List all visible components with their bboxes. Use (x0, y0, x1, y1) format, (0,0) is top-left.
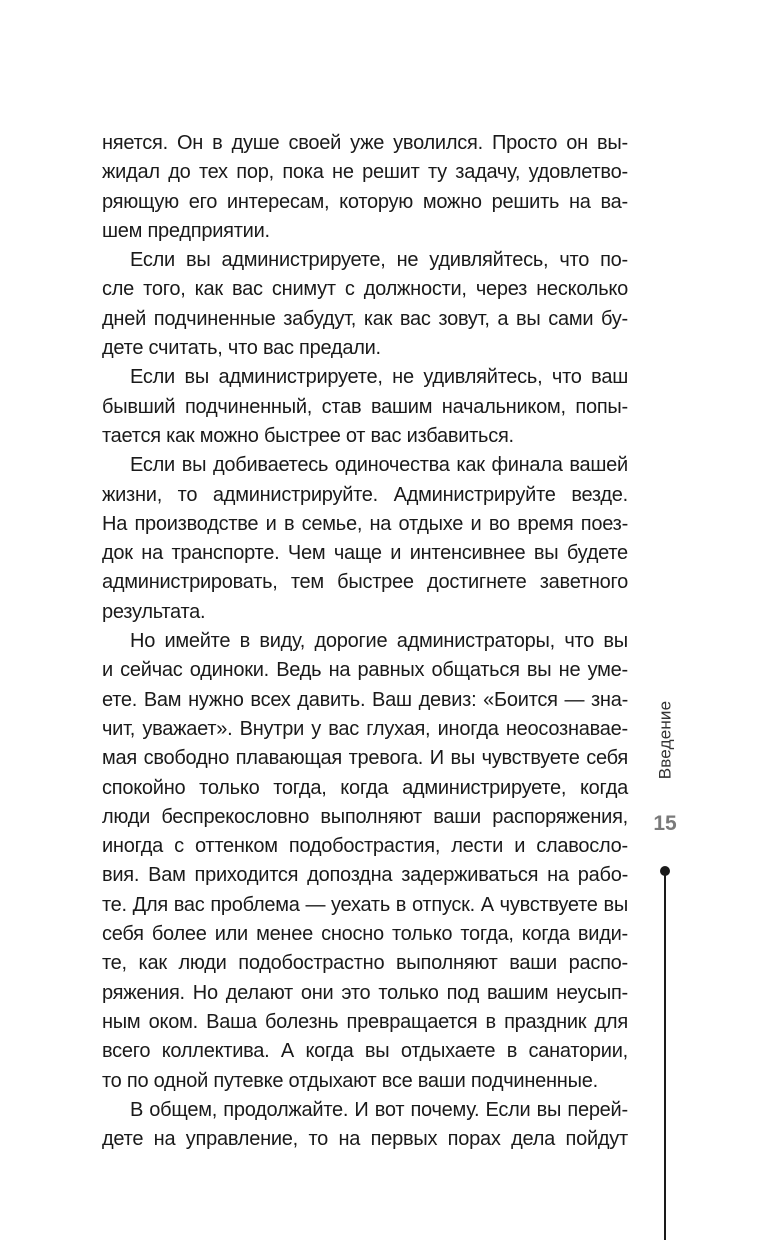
text-line: те. Для вас проблема — уехать в отпуск. А чувствуете вы (102, 893, 628, 916)
text-line: Если вы добиваетесь одиночества как финала вашей (130, 454, 628, 477)
running-title-label: Введение (655, 700, 675, 780)
text-line: то по одной путевке отдыхают все ваши подчиненные. (102, 1069, 598, 1092)
text-line: ряющую его интересам, которую можно решить на ва- (102, 190, 628, 213)
text-line: В общем, продолжайте. И вот почему. Если вы перей- (130, 1098, 628, 1121)
page-number: 15 (653, 812, 677, 835)
text-line: себя более или менее сносно только тогда, когда види- (102, 923, 628, 946)
text-line: Но имейте в виду, дорогие администраторы, что вы (130, 630, 628, 653)
text-line: дете на управление, то на первых порах дела пойдут (102, 1128, 628, 1151)
body-text (102, 129, 628, 1154)
text-line: жидал до тех пор, пока не решит ту задачу, удовлетво- (102, 161, 628, 184)
text-line: ете. Вам нужно всех давить. Ваш девиз: «Боится — зна- (102, 688, 628, 711)
text-line: администрировать, тем быстрее достигнете заветного (102, 571, 628, 594)
text-line: ряжения. Но делают они это только под вашим неусып- (102, 981, 628, 1004)
text-line: результата. (102, 600, 206, 623)
text-line: чит, уважает». Внутри у вас глухая, иногда неосознавае- (102, 717, 628, 740)
text-line: люди беспрекословно выполняют ваши распоряжения, (102, 805, 628, 828)
text-line: ным оком. Ваша болезнь превращается в праздник для (102, 1010, 628, 1033)
rule-dot-icon (660, 866, 670, 876)
text-line: дете считать, что вас предали. (102, 337, 381, 360)
text-line: Если вы администрируете, не удивляйтесь, что ваш (130, 366, 628, 389)
text-line: и сейчас одиноки. Ведь на равных общаться вы не уме- (102, 659, 628, 682)
text-line: Если вы администрируете, не удивляйтесь, что по- (130, 249, 628, 272)
text-line: иногда с оттенком подобострастия, лести и славосло- (102, 835, 628, 858)
text-line: всего коллектива. А когда вы отдыхаете в санатории, (102, 1040, 628, 1063)
text-line: шем предприятии. (102, 219, 270, 242)
text-line: тается как можно быстрее от вас избавиться. (102, 424, 514, 447)
text-line: док на транспорте. Чем чаще и интенсивнее вы будете (102, 542, 628, 565)
text-line: няется. Он в душе своей уже уволился. Просто он вы- (102, 132, 628, 154)
text-line: дней подчиненные забудут, как вас зовут, а вы сами бу- (102, 307, 628, 330)
text-line: На производстве и в семье, на отдыхе и во время поез- (102, 512, 628, 535)
text-line: сле того, как вас снимут с должности, через несколько (102, 278, 628, 301)
text-line: бывший подчиненный, став вашим начальником, попы- (102, 395, 628, 418)
text-line: те, как люди подобострастно выполняют ваши распо- (102, 952, 628, 975)
vertical-rule (664, 870, 666, 1240)
text-line: вия. Вам приходится допоздна задерживаться на рабо- (102, 864, 628, 887)
text-line: спокойно только тогда, когда администрируете, когда (102, 776, 628, 799)
running-title (652, 700, 678, 780)
text-line: жизни, то администрируйте. Администрируйте везде. (102, 483, 628, 506)
text-line: мая свободно плавающая тревога. И вы чувствуете себя (102, 747, 628, 770)
